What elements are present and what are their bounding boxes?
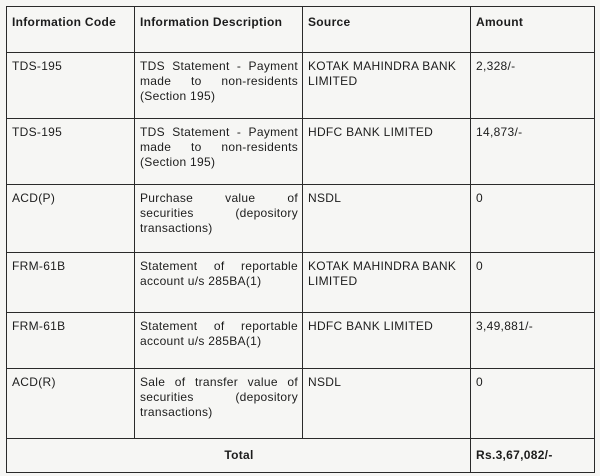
- table-row: [7, 253, 595, 313]
- total-label: Total: [7, 439, 471, 473]
- cell-code: FRM-61B: [7, 253, 135, 313]
- table-row: [7, 119, 595, 185]
- total-row: [7, 439, 595, 473]
- cell-amount: 0: [471, 369, 595, 439]
- total-amount: Rs.3,67,082/-: [471, 439, 595, 473]
- cell-description: TDS Statement - Payment made to non-residents (Section 195): [135, 53, 303, 119]
- cell-amount: 0: [471, 253, 595, 313]
- table-row: [7, 53, 595, 119]
- header-row: [7, 7, 595, 53]
- header-source: Source: [303, 7, 471, 53]
- header-information-code: Information Code: [7, 7, 135, 53]
- cell-source: KOTAK MAHINDRA BANK LIMITED: [303, 53, 471, 119]
- header-information-description: Information Description: [135, 7, 303, 53]
- cell-description: Sale of transfer value of securities (depository transactions): [135, 369, 303, 439]
- cell-code: TDS-195: [7, 53, 135, 119]
- cell-source: KOTAK MAHINDRA BANK LIMITED: [303, 253, 471, 313]
- cell-code: ACD(P): [7, 185, 135, 253]
- table-row: [7, 185, 595, 253]
- cell-description: Statement of reportable account u/s 285BA(1): [135, 253, 303, 313]
- cell-description: Purchase value of securities (depository transactions): [135, 185, 303, 253]
- cell-code: ACD(R): [7, 369, 135, 439]
- cell-amount: 14,873/-: [471, 119, 595, 185]
- cell-amount: 0: [471, 185, 595, 253]
- cell-code: TDS-195: [7, 119, 135, 185]
- header-amount: Amount: [471, 7, 595, 53]
- cell-code: FRM-61B: [7, 313, 135, 369]
- information-table: [6, 6, 595, 473]
- cell-source: NSDL: [303, 369, 471, 439]
- cell-description: Statement of reportable account u/s 285BA(1): [135, 313, 303, 369]
- cell-source: HDFC BANK LIMITED: [303, 313, 471, 369]
- table-row: [7, 313, 595, 369]
- cell-amount: 3,49,881/-: [471, 313, 595, 369]
- cell-source: NSDL: [303, 185, 471, 253]
- table-row: [7, 369, 595, 439]
- cell-description: TDS Statement - Payment made to non-residents (Section 195): [135, 119, 303, 185]
- cell-source: HDFC BANK LIMITED: [303, 119, 471, 185]
- cell-amount: 2,328/-: [471, 53, 595, 119]
